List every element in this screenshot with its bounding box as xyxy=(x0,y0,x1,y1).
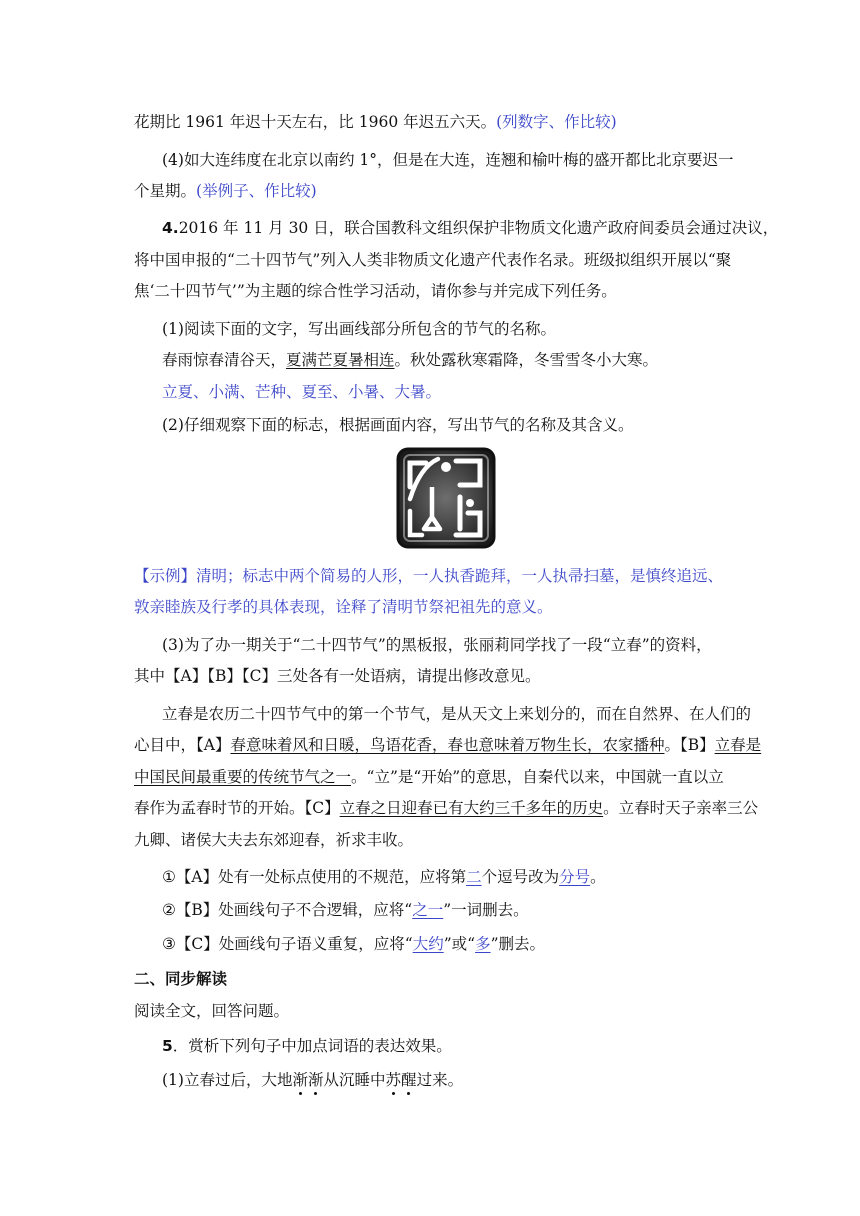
underlined-text: 立春之日迎春已有大约三千多年的历史 xyxy=(339,799,604,817)
text-line: 其中【A】【B】【C】三处各有一处语病，请提出修改意见。 xyxy=(134,667,541,685)
answer-line-3: ③【C】处画线句子语义重复，应将“大约”或“多”删去。 xyxy=(162,935,546,953)
question-number: 5 xyxy=(162,1037,173,1055)
dotted-char: 渐 xyxy=(307,1071,324,1089)
sub-question-2: (2)仔细观察下面的标志，根据画面内容，写出节气的名称及其含义。 xyxy=(162,416,634,434)
dotted-char: 醒 xyxy=(401,1071,417,1089)
underlined-text: 中国民间最重要的传统节气之一 xyxy=(134,768,352,786)
underlined-text: 春意味着风和日暖，鸟语花香，春也意味着万物生长，农家播种 xyxy=(230,736,665,754)
underlined-text: 夏满芒夏暑相连 xyxy=(286,351,395,369)
question-number: 4. xyxy=(162,219,179,237)
passage-line: 心目中，【A】春意味着风和日暖，鸟语花香，春也意味着万物生长，农家播种。【B】立春是 xyxy=(134,736,762,754)
passage-line: 春作为孟春时节的开始。【C】立春之日迎春已有大约三千多年的历史。立春时天子亲率三公 xyxy=(134,799,759,817)
question-4: 4.2016 年 11 月 30 日，联合国教科文组织保护非物质文化遗产政府间委员会通过决议， xyxy=(162,219,779,237)
poem-line: 春雨惊春清谷天，夏满芒夏暑相连。秋处露秋寒霜降，冬雪雪冬小大寒。 xyxy=(162,351,659,369)
answer-blank: 二 xyxy=(466,868,482,886)
answer-line-2: ②【B】处画线句子不合逻辑，应将“之一”一词删去。 xyxy=(162,901,529,919)
answer-text: (列数字、作比较) xyxy=(496,113,617,131)
answer-text: 敦亲睦族及行孝的具体表现，诠释了清明节祭祀祖先的意义。 xyxy=(134,598,553,616)
answer-blank: 多 xyxy=(475,935,491,953)
text-line: 花期比 1961 年迟十天左右，比 1960 年迟五六天。(列数字、作比较) xyxy=(134,113,617,131)
answer-line-1: ①【A】处有一处标点使用的不规范，应将第二个逗号改为分号。 xyxy=(162,868,606,886)
dotted-char: 苏 xyxy=(385,1071,402,1089)
passage-line: 中国民间最重要的传统节气之一。“立”是“开始”的意思，自秦代以来，中国就一直以立 xyxy=(134,768,724,786)
text-line: (4)如大连纬度在北京以南约 1°，但是在大连，连翘和榆叶梅的盛开都比北京要迟一 xyxy=(162,151,734,169)
sub-question-1: (1)阅读下面的文字，写出画线部分所包含的节气的名称。 xyxy=(162,320,556,338)
answer-text: (举例子、作比较) xyxy=(196,182,317,200)
passage-line: 立春是农历二十四节气中的第一个节气，是从天文上来划分的，而在自然界、在人们的 xyxy=(162,705,752,723)
question-5-1: (1)立春过后，大地渐渐从沉睡中苏醒过来。 xyxy=(162,1071,464,1089)
answer-text: 【示例】清明；标志中两个简易的人形，一人执香跪拜，一人执帚扫墓，是慎终追远、 xyxy=(134,567,724,585)
answer-text: 立夏、小满、芒种、夏至、小暑、大暑。 xyxy=(162,383,442,401)
passage-line: 九卿、诸侯大夫去东郊迎春，祈求丰收。 xyxy=(134,831,414,849)
text-line: 将中国申报的“二十四节气”列入人类非物质文化遗产代表作名录。班级拟组织开展以“聚 xyxy=(134,251,732,269)
dotted-char: 渐 xyxy=(292,1071,308,1089)
underlined-text: 立春是 xyxy=(714,736,762,754)
qingming-seal-icon xyxy=(396,447,496,549)
answer-blank: 分号 xyxy=(559,868,591,886)
answer-blank: 大约 xyxy=(412,935,444,953)
question-5: 5．赏析下列句子中加点词语的表达效果。 xyxy=(162,1037,452,1055)
text-line: 焦‘二十四节气’”为主题的综合性学习活动，请你参与并完成下列任务。 xyxy=(134,282,617,300)
instruction-text: 阅读全文，回答问题。 xyxy=(134,1002,290,1020)
text-line: 个星期。(举例子、作比较) xyxy=(134,182,317,200)
section-heading: 二、同步解读 xyxy=(134,970,228,988)
answer-blank: 之一 xyxy=(412,901,444,919)
sub-question-3: (3)为了办一期关于“二十四节气”的黑板报，张丽莉同学找了一段“立春”的资料， xyxy=(162,636,712,654)
